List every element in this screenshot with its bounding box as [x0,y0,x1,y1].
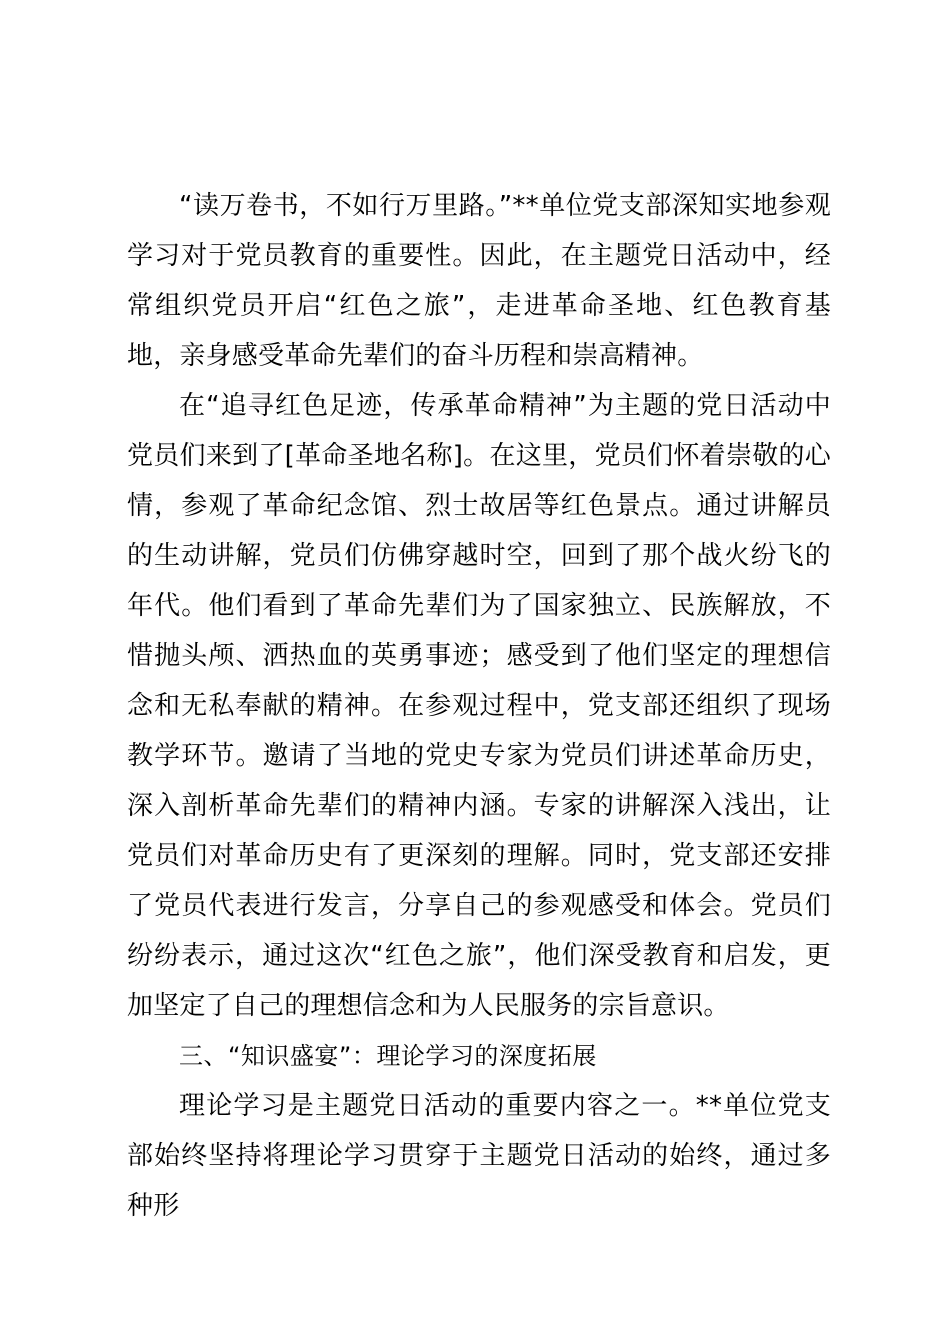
document-body [127,181,831,1231]
section-heading: 三、“知识盛宴”：理论学习的深度拓展 [179,1042,597,1070]
paragraph-red-journey-intro: “读万卷书，不如行万里路。”**单位党支部深知实地参观学习对于党员教育的重要性。因此，在主题党日活动中，经常组织党员开启“红色之旅”，走进革命圣地、红色教育基地，亲身感受革命先辈们的奋斗历程和崇高精神。 [127,191,831,371]
paragraph-red-footprints-activity: 在“追寻红色足迹，传承革命精神”为主题的党日活动中党员们来到了[革命圣地名称]。在这里，党员们怀着崇敬的心情，参观了革命纪念馆、烈士故居等红色景点。通过讲解员的生动讲解，党员们仿佛穿越时空，回到了那个战火纷飞的年代。他们看到了革命先辈们为了国家独立、民族解放，不惜抛头颅、洒热血的英勇事迹；感受到了他们坚定的理想信念和无私奉献的精神。在参观过程中，党支部还组织了现场教学环节。邀请了当地的党史专家为党员们讲述革命历史，深入剖析革命先辈们的精神内涵。专家的讲解深入浅出，让党员们对革命历史有了更深刻的理解。同时，党支部还安排了党员代表进行发言，分享自己的参观感受和体会。党员们纷纷表示，通过这次“红色之旅”，他们深受教育和启发，更加坚定了自己的理想信念和为人民服务的宗旨意识。 [127,391,831,1021]
paragraph-theory-study: 理论学习是主题党日活动的重要内容之一。**单位党支部始终坚持将理论学习贯穿于主题党日活动的始终，通过多种形 [127,1091,831,1221]
